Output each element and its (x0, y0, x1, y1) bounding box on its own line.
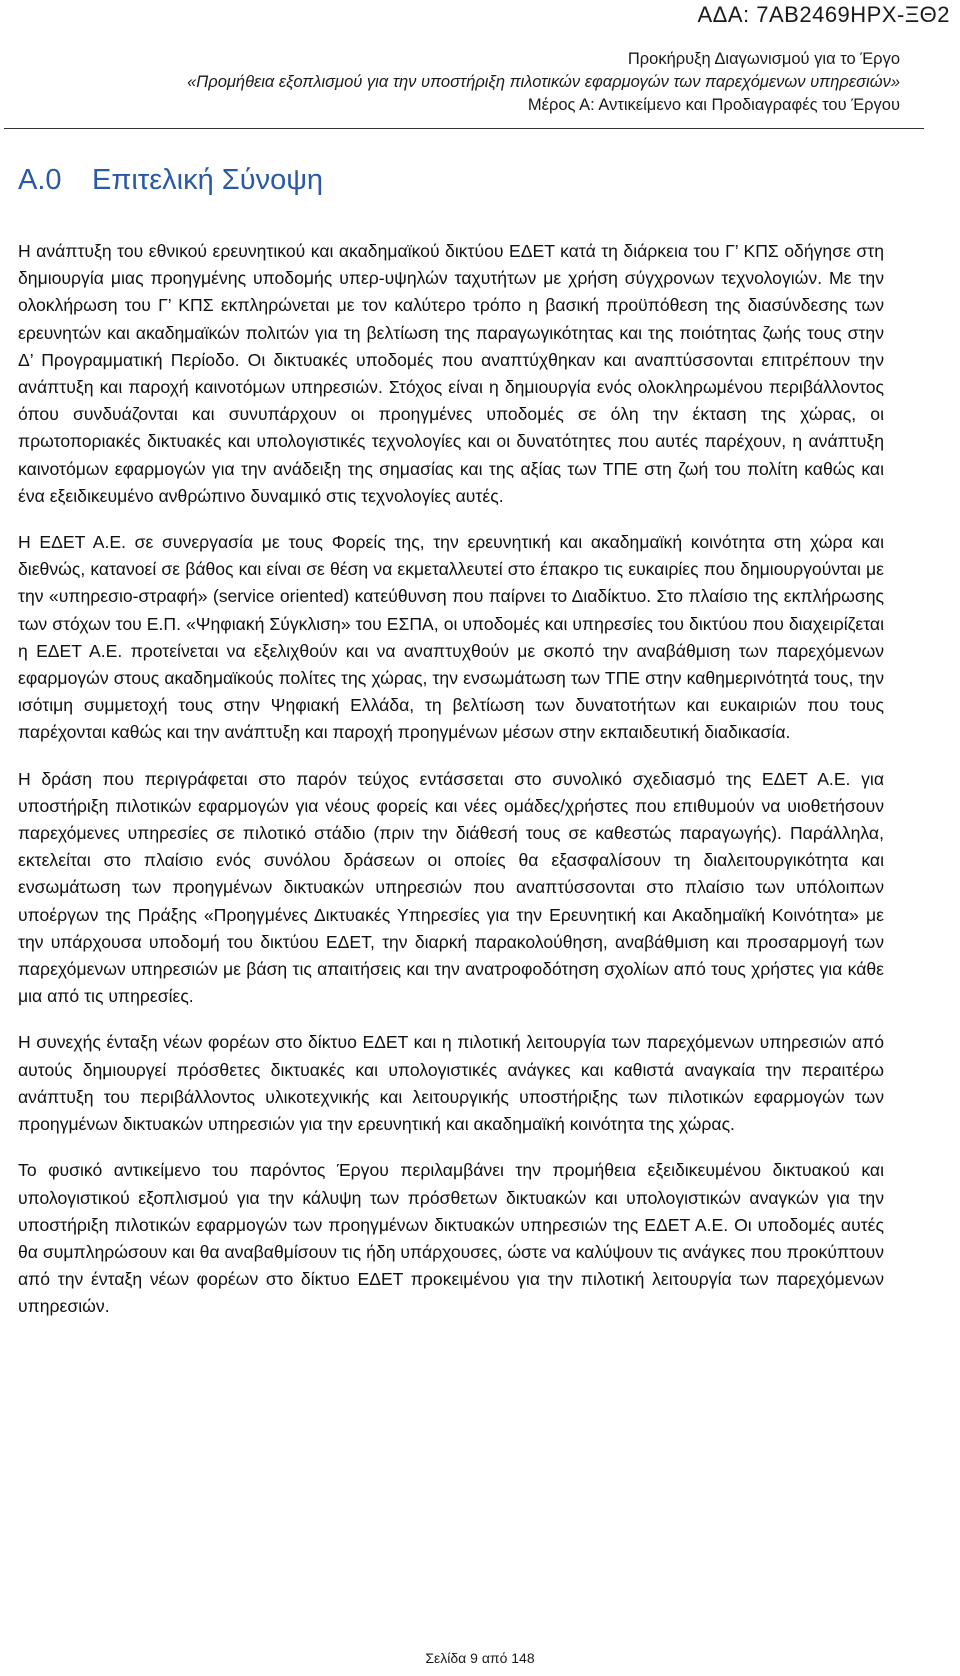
document-header (20, 48, 900, 117)
paragraph: Η δράση που περιγράφεται στο παρόν τεύχος εντάσσεται στο συνολικό σχεδιασμό της ΕΔΕΤ Α.Ε. για υποστήριξη πιλοτικών εφαρμογών για νέους φορείς και νέες ομάδες/χρήστες που επιθυμούν να υιοθετήσουν παρεχόμενες υπηρεσίες σε πιλοτικό στάδιο (πριν την διάθεσή τους σε καθεστώς παραγωγής). Παράλληλα, εκτελείται στο πλαίσιο ενός συνόλου δράσεων οι οποίες θα εξασφαλίσουν τη διαλειτουργικότητα και ενσωμάτωση των προηγμένων δικτυακών υπηρεσιών που αναπτύσσονται στο πλαίσιο των υπόλοιπων υποέργων της Πράξης «Προηγμένες Δικτυακές Υπηρεσίες για την Ερευνητική και Ακαδημαϊκή Κοινότητα» με την υπάρχουσα υποδομή του δικτύου ΕΔΕΤ, την διαρκή παρακολούθηση, αναβάθμιση και προσαρμογή των παρεχόμενων υπηρεσιών με βάση τις απαιτήσεις και την ανατροφοδότηση σχολίων από τους χρήστες για κάθε μια από τις υπηρεσίες. (18, 768, 884, 1007)
paragraph: Η ανάπτυξη του εθνικού ερευνητικού και ακαδημαϊκού δικτύου ΕΔΕΤ κατά τη διάρκεια του Γ’ ΚΠΣ οδήγησε στη δημιουργία μιας προηγμένης υποδομής υπερ-υψηλών ταχυτήτων με χρήση σύγχρονων τεχνολογιών. Με την ολοκλήρωση του Γ’ ΚΠΣ εκπληρώνεται με τον καλύτερο τρόπο η βασική προϋπόθεση της διασύνδεσης των ερευνητών και ακαδημαϊκών πολιτών για τη βελτίωση της παραγωγικότητας και της ποιότητας ζωής τους στην Δ’ Προγραμματική Περίοδο. Οι δικτυακές υποδομές που αναπτύχθηκαν και αναπτύσσονται επιτρέπουν την ανάπτυξη και παροχή καινοτόμων υπηρεσιών. Στόχος είναι η δημιουργία ενός ολοκληρωμένου περιβάλλοντος όπου συνδυάζονται και συνυπάρχουν οι προηγμένες υποδομές σε όλη την έκταση της χώρας, οι πρωτοποριακές δικτυακές και υπολογιστικές τεχνολογίες και οι δυνατότητες που αυτές παρέχουν, η ανάπτυξη καινοτόμων εφαρμογών για την ανάδειξη της σημασίας και της αξίας των ΤΠΕ στη ζωή του πολίτη καθώς και ένα εξειδικευμένο ανθρώπινο δυναμικό στις τεχνολογίες αυτές. (18, 241, 884, 506)
section-title: Επιτελική Σύνοψη (92, 164, 324, 196)
body-text (18, 238, 884, 1340)
section-heading (18, 164, 323, 197)
ada-code: ΑΔΑ: 7ΑΒ2469ΗΡΧ-ΞΘ2 (697, 2, 950, 27)
page-number: Σελίδα 9 από 148 (425, 1650, 535, 1666)
paragraph: Το φυσικό αντικείμενο του παρόντος Έργου περιλαμβάνει την προμήθεια εξειδικευμένου δικτυακού και υπολογιστικού εξοπλισμού για την κάλυψη των πρόσθετων δικτυακών και υπολογιστικών αναγκών για την υποστήριξη πιλοτικών εφαρμογών των προηγμένων δικτυακών υπηρεσιών της ΕΔΕΤ Α.Ε. Οι υποδομές αυτές θα συμπληρώσουν και θα αναβαθμίσουν τις ήδη υπάρχουσες, ώστε να καλύψουν τις ανάγκες που προκύπτουν από την ένταξη νέων φορέων στο δίκτυο ΕΔΕΤ προκειμένου για την πιλοτική λειτουργία των παρεχόμενων υπηρεσιών. (18, 1160, 884, 1317)
paragraph: Η ΕΔΕΤ Α.Ε. σε συνεργασία με τους Φορείς της, την ερευνητική και ακαδημαϊκή κοινότητα στη χώρα και διεθνώς, κατανοεί σε βάθος και είναι σε θέση να εκμεταλλευτεί στο έπακρο τις ευκαιρίες που δημιουργούνται με την «υπηρεσιο-στραφή» (service oriented) κατεύθυνση που παίρνει το Διαδίκτυο. Στο πλαίσιο της εκπλήρωσης των στόχων του Ε.Π. «Ψηφιακή Σύγκλιση» του ΕΣΠΑ, οι υποδομές και υπηρεσίες του δικτύου που διαχειρίζεται η ΕΔΕΤ Α.Ε. προτείνεται να εξελιχθούν και να αναπτυχθούν με σκοπό την αναβάθμιση των παρεχόμενων εφαρμογών στους ακαδημαϊκούς πολίτες της χώρας, την ενσωμάτωση των ΤΠΕ στην καθημερινότητά τους, την ισότιμη συμμετοχή τους στην Ψηφιακή Ελλάδα, τη βελτίωση των δυνατοτήτων και ευκαιριών που τους παρέχονται καθώς και την ανάπτυξη και παροχή προηγμένων μέσων στην εκπαιδευτική διαδικασία. (18, 532, 884, 743)
paragraph: Η συνεχής ένταξη νέων φορέων στο δίκτυο ΕΔΕΤ και η πιλοτική λειτουργία των παρεχόμενων υπηρεσιών από αυτούς δημιουργεί πρόσθετες δικτυακές και υπολογιστικές ανάγκες και καθιστά αναγκαία την περαιτέρω ανάπτυξη του περιβάλλοντος υλικοτεχνικής και λειτουργικής υποστήριξης των πιλοτικών εφαρμογών των προηγμένων δικτυακών υπηρεσιών για την ερευνητική και ακαδημαϊκή κοινότητα της χώρας. (18, 1032, 884, 1135)
section-number: A.0 (18, 164, 62, 196)
header-project-title: «Προμήθεια εξοπλισμού για την υποστήριξη πιλοτικών εφαρμογών των παρεχόμενων υπηρεσιών» (187, 73, 900, 91)
header-divider (4, 128, 924, 129)
header-part-title: Μέρος Α: Αντικείμενο και Προδιαγραφές του Έργου (527, 96, 900, 114)
header-tender-title: Προκήρυξη Διαγωνισμού για το Έργο (627, 50, 900, 68)
